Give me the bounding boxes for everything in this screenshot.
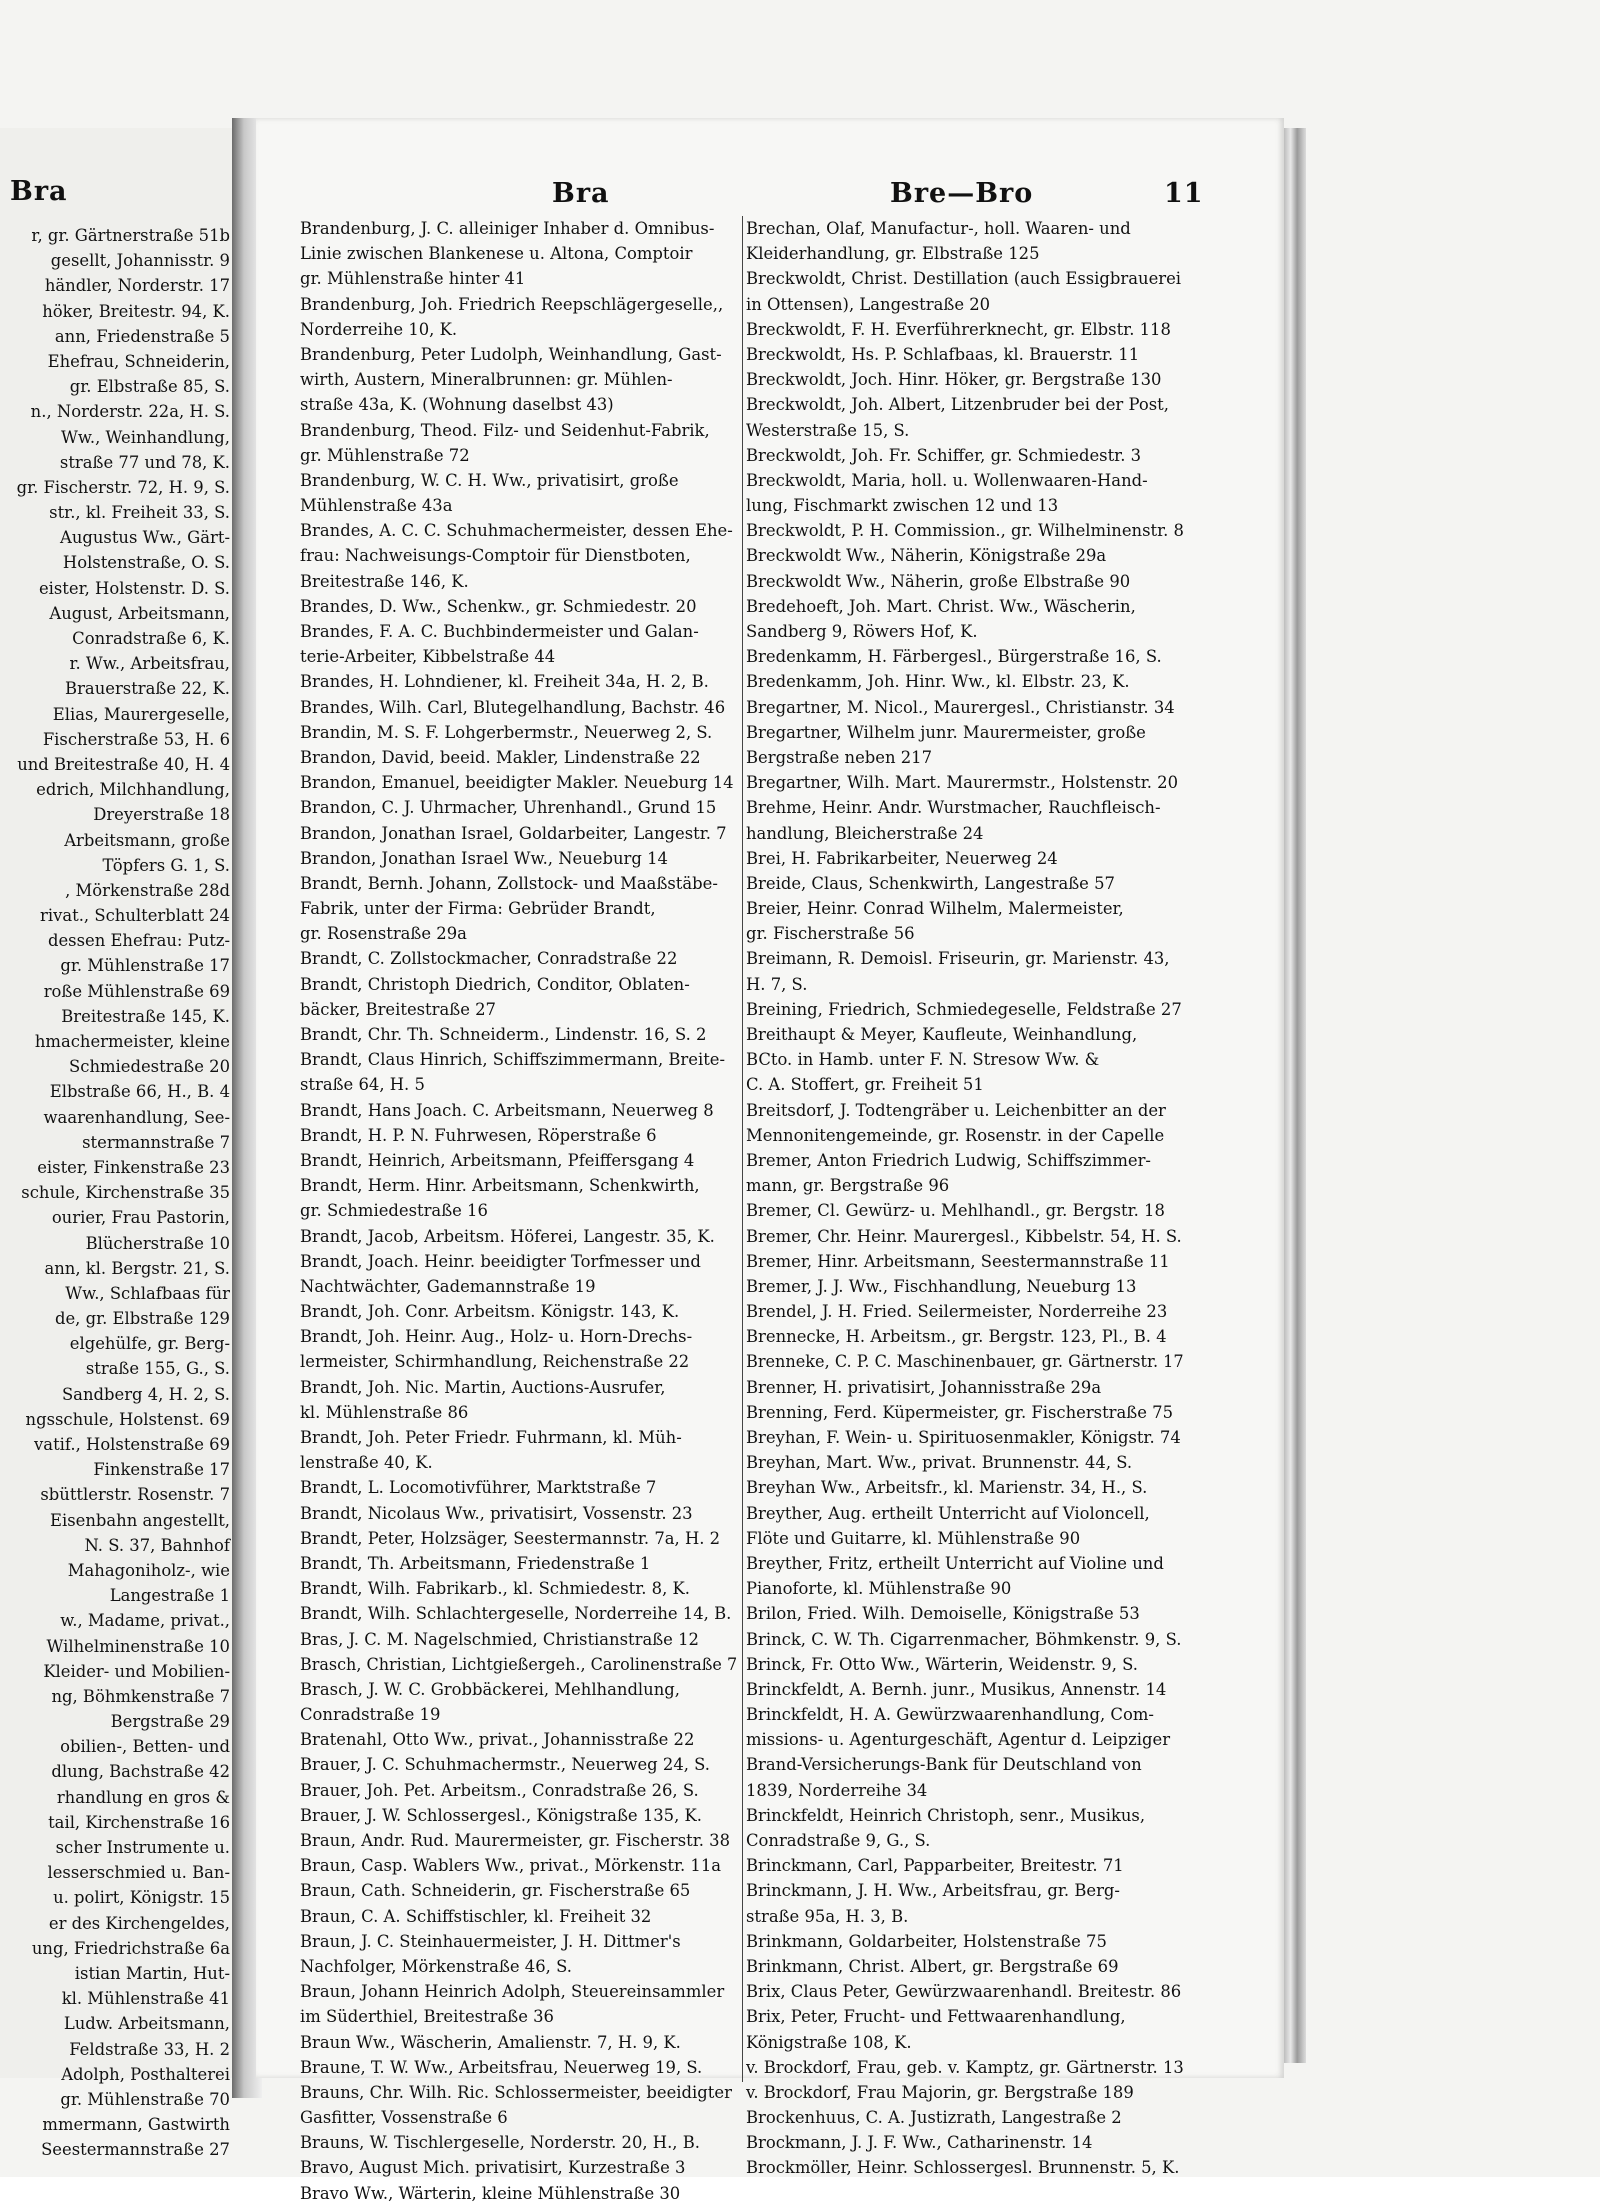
directory-entry: Brinckmann, Carl, Papparbeiter, Breitestr. 71 xyxy=(746,1856,1124,1876)
directory-entry: Brandt, Herm. Hinr. Arbeitsmann, Schenkwirth, xyxy=(300,1176,700,1196)
directory-entry: Bregartner, Wilhelm junr. Maurermeister, große xyxy=(746,722,1146,742)
left-page-entry: Ww., Schlafbaas für xyxy=(65,1283,230,1303)
directory-entry: Brennecke, H. Arbeitsm., gr. Bergstr. 123, Pl., B. 4 xyxy=(746,1327,1167,1347)
left-page-entry: Elias, Maurergeselle, xyxy=(52,704,230,724)
left-page-entry: eister, Holstenstr. D. S. xyxy=(38,578,230,598)
directory-entry: Bremer, Anton Friedrich Ludwig, Schiffszimmer- xyxy=(746,1150,1151,1170)
column-divider xyxy=(742,216,743,2082)
directory-entry: Westerstraße 15, S. xyxy=(746,420,910,440)
directory-entry: Brei, H. Fabrikarbeiter, Neuerweg 24 xyxy=(746,848,1058,868)
directory-entry: Brandt, Nicolaus Ww., privatisirt, Vossenstr. 23 xyxy=(300,1503,693,1523)
directory-entry: Brandon, David, beeid. Makler, Lindenstraße 22 xyxy=(300,747,701,767)
left-page-entry: r. Ww., Arbeitsfrau, xyxy=(69,654,230,674)
left-page-entry: Wilhelminenstraße 10 xyxy=(46,1636,230,1656)
left-page-entry: Töpfers G. 1, S. xyxy=(102,855,230,875)
directory-entry: Brandt, Joh. Peter Friedr. Fuhrmann, kl. Müh- xyxy=(300,1428,682,1447)
left-page-entry: Adolph, Posthalterei xyxy=(61,2064,230,2084)
directory-entry: Brockmöller, Heinr. Schlossergesl. Brunnenstr. 5, K. xyxy=(746,2158,1180,2178)
directory-entry: 1839, Norderreihe 34 xyxy=(746,1780,928,1800)
page-number: 11 xyxy=(1164,178,1204,209)
left-page-entry: Sandberg 4, H. 2, S. xyxy=(61,1384,230,1404)
left-page-header: Bra xyxy=(10,176,68,207)
directory-entry: Brinckfeldt, A. Bernh. junr., Musikus, Annenstr. 14 xyxy=(746,1679,1167,1699)
directory-entry: Königstraße 108, K. xyxy=(746,2032,912,2052)
entries-column-right xyxy=(746,216,1184,2181)
left-page-entry: Schmiedestraße 20 xyxy=(69,1057,230,1077)
directory-entry: Breyhan, Mart. Ww., privat. Brunnenstr. 44, S. xyxy=(746,1453,1133,1473)
left-page-entry: ann, Friedenstraße 5 xyxy=(54,326,230,346)
directory-entry: Brandes, F. A. C. Buchbindermeister und Galan- xyxy=(300,622,699,641)
directory-entry: Brandt, Bernh. Johann, Zollstock- und Maaßstäbe- xyxy=(300,873,718,893)
directory-entry: Brauer, J. W. Schlossergesl., Königstraße 135, K. xyxy=(300,1805,702,1825)
directory-entry: handlung, Bleicherstraße 24 xyxy=(746,823,984,843)
left-page xyxy=(0,128,236,2160)
directory-entry: Brandt, Christoph Diedrich, Conditor, Oblaten- xyxy=(300,974,690,994)
left-page-entry: lesserschmied u. Ban- xyxy=(47,1863,230,1883)
directory-entry: Braun Ww., Wäscherin, Amalienstr. 7, H. 9, K. xyxy=(300,2032,681,2052)
left-page-entry: August, Arbeitsmann, xyxy=(49,603,230,623)
left-page-entry: Holstenstraße, O. S. xyxy=(62,553,230,573)
directory-entry: Brandon, Jonathan Israel Ww., Neueburg 14 xyxy=(300,848,668,868)
directory-entry: Brauer, Joh. Pet. Arbeitsm., Conradstraße 26, S. xyxy=(300,1780,699,1800)
directory-entry: Brandes, Wilh. Carl, Blutegelhandlung, Bachstr. 46 xyxy=(300,697,726,717)
directory-entry: Brenner, H. privatisirt, Johannisstraße 29a xyxy=(746,1377,1102,1397)
directory-entry: Linie zwischen Blankenese u. Altona, Comptoir xyxy=(300,244,693,264)
left-page-entry: eister, Finkenstraße 23 xyxy=(37,1157,230,1177)
directory-entry: Brandt, Chr. Th. Schneiderm., Lindenstr. 16, S. 2 xyxy=(300,1025,707,1044)
left-page-entry: sbüttlerstr. Rosenstr. 7 xyxy=(40,1485,230,1505)
directory-entry: Brandes, A. C. C. Schuhmachermeister, dessen Ehe- xyxy=(300,521,733,541)
left-page-entry: obilien-, Betten- und xyxy=(60,1737,230,1757)
directory-entry: Bratenahl, Otto Ww., privat., Johannisstraße 22 xyxy=(300,1730,695,1750)
left-page-entry: gr. Fischerstr. 72, H. 9, S. xyxy=(16,477,230,497)
directory-entry: frau: Nachweisungs-Comptoir für Dienstboten, xyxy=(300,546,691,566)
left-page-entry: hmachermeister, kleine xyxy=(34,1032,230,1051)
left-page-entry: mmermann, Gastwirth xyxy=(42,2115,230,2135)
directory-entry: Bremer, J. J. Ww., Fischhandlung, Neueburg 13 xyxy=(746,1276,1137,1296)
directory-entry: Brandt, Wilh. Fabrikarb., kl. Schmiedestr. 8, K. xyxy=(300,1579,690,1599)
directory-entry: Breide, Claus, Schenkwirth, Langestraße 57 xyxy=(746,873,1115,893)
entries-column-left xyxy=(300,216,737,2206)
directory-entry: Brinckfeldt, Heinrich Christoph, senr., Musikus, xyxy=(746,1805,1146,1825)
directory-entry: gr. Schmiedestraße 16 xyxy=(300,1201,488,1221)
directory-entry: Brandt, Th. Arbeitsmann, Friedenstraße 1 xyxy=(300,1553,651,1573)
header-left-word: Bra xyxy=(552,178,610,209)
directory-entry: in Ottensen), Langestraße 20 xyxy=(746,294,991,314)
left-page-entry: Augustus Ww., Gärt- xyxy=(59,528,230,548)
directory-entry: Braun, Andr. Rud. Maurermeister, gr. Fischerstr. 38 xyxy=(300,1831,731,1850)
directory-entry: Brandt, Peter, Holzsäger, Seestermannstr. 7a, H. 2 xyxy=(300,1528,721,1548)
directory-entry: Brandt, C. Zollstockmacher, Conradstraße 22 xyxy=(300,949,678,969)
left-page-entry: tail, Kirchenstraße 16 xyxy=(48,1812,230,1832)
directory-entry: Brasch, J. W. C. Grobbäckerei, Mehlhandlung, xyxy=(300,1679,680,1699)
left-page-entry: ann, kl. Bergstr. 21, S. xyxy=(44,1258,230,1278)
directory-entry: Breier, Heinr. Conrad Wilhelm, Malermeister, xyxy=(746,899,1124,919)
directory-entry: Breckwoldt, Christ. Destillation (auch Essigbrauerei xyxy=(746,269,1182,289)
directory-entry: Breckwoldt, Joh. Albert, Litzenbruder bei der Post, xyxy=(746,395,1169,415)
left-page-entry: elgehülfe, gr. Berg- xyxy=(69,1334,230,1354)
directory-entry: Brandt, Wilh. Schlachtergeselle, Norderreihe 14, B. xyxy=(300,1604,732,1624)
directory-entry: Breckwoldt, Maria, holl. u. Wollenwaaren-Hand- xyxy=(746,470,1148,490)
directory-entry: Brandon, C. J. Uhrmacher, Uhrenhandl., Grund 15 xyxy=(300,798,717,818)
directory-entry: Pianoforte, kl. Mühlenstraße 90 xyxy=(746,1579,1012,1599)
directory-entry: Bredenkamm, H. Färbergesl., Bürgerstraße 16, S. xyxy=(746,647,1162,667)
directory-entry: Breyhan, F. Wein- u. Spirituosenmakler, Königstr. 74 xyxy=(746,1428,1181,1447)
directory-entry: Flöte und Guitarre, kl. Mühlenstraße 90 xyxy=(746,1528,1081,1548)
left-page-entry: n., Norderstr. 22a, H. S. xyxy=(30,402,230,422)
left-page-entry: kl. Mühlenstraße 41 xyxy=(61,1989,230,2009)
directory-entry: Kleiderhandlung, gr. Elbstraße 125 xyxy=(746,244,1040,264)
directory-entry: Brandes, H. Lohndiener, kl. Freiheit 34a, H. 2, B. xyxy=(300,672,709,692)
left-page-entry: Breitestraße 145, K. xyxy=(61,1006,230,1026)
directory-entry: wirth, Austern, Mineralbrunnen: gr. Mühlen- xyxy=(300,370,673,390)
left-page-entry: w., Madame, privat., xyxy=(60,1611,230,1631)
directory-entry: Brandt, L. Locomotivführer, Marktstraße 7 xyxy=(300,1478,657,1498)
left-page-entry: Seestermannstraße 27 xyxy=(41,2140,230,2160)
directory-entry: Brandt, Hans Joach. C. Arbeitsmann, Neuerweg 8 xyxy=(300,1100,714,1120)
directory-entry: Breithaupt & Meyer, Kaufleute, Weinhandlung, xyxy=(746,1025,1138,1044)
left-page-entry: schule, Kirchenstraße 35 xyxy=(21,1183,230,1203)
directory-entry: Braun, Casp. Wablers Ww., privat., Mörkenstr. 11a xyxy=(300,1856,722,1876)
left-page-entry: Conradstraße 6, K. xyxy=(72,629,230,648)
left-page-entry: , Mörkenstraße 28d xyxy=(65,880,230,900)
directory-entry: Gasfitter, Vossenstraße 6 xyxy=(300,2108,508,2128)
left-page-entry: gr. Mühlenstraße 17 xyxy=(60,956,230,976)
directory-entry: Bredenkamm, Joh. Hinr. Ww., kl. Elbstr. 23, K. xyxy=(746,672,1130,692)
directory-entry: Breckwoldt Ww., Näherin, Königstraße 29a xyxy=(746,546,1107,566)
directory-entry: Brix, Claus Peter, Gewürzwaarenhandl. Breitestr. 86 xyxy=(746,1982,1182,2002)
directory-entry: Breyther, Fritz, ertheilt Unterricht auf Violine und xyxy=(746,1553,1164,1573)
directory-entry: Bremer, Chr. Heinr. Maurergesl., Kibbelstr. 54, H. S. xyxy=(746,1226,1182,1246)
left-page-column xyxy=(0,223,230,2162)
directory-entry: Bremer, Hinr. Arbeitsmann, Seestermannstraße 11 xyxy=(746,1251,1170,1271)
directory-entry: Breyther, Aug. ertheilt Unterricht auf Violoncell, xyxy=(746,1503,1150,1523)
directory-entry: Brandt, H. P. N. Fuhrwesen, Röperstraße 6 xyxy=(300,1125,657,1145)
directory-entry: Braun, Cath. Schneiderin, gr. Fischerstraße 65 xyxy=(300,1881,691,1901)
directory-entry: Mennonitengemeinde, gr. Rosenstr. in der Capelle xyxy=(746,1125,1165,1145)
directory-entry: Brandt, Joh. Nic. Martin, Auctions-Ausrufer, xyxy=(300,1377,666,1397)
directory-entry: C. A. Stoffert, gr. Freiheit 51 xyxy=(746,1075,984,1095)
directory-entry: H. 7, S. xyxy=(746,974,808,994)
directory-entry: Brandes, D. Ww., Schenkw., gr. Schmiedestr. 20 xyxy=(300,596,697,616)
left-page-entry: gr. Elbstraße 85, S. xyxy=(69,377,230,397)
directory-entry: Brandon, Emanuel, beeidigter Makler. Neueburg 14 xyxy=(300,773,734,793)
directory-entry: Brechan, Olaf, Manufactur-, holl. Waaren- und xyxy=(746,219,1131,238)
directory-entry: Brandenburg, Theod. Filz- und Seidenhut-Fabrik, xyxy=(300,420,710,440)
left-page-entry: u. polirt, Königstr. 15 xyxy=(53,1888,230,1908)
directory-entry: mann, gr. Bergstraße 96 xyxy=(746,1176,950,1196)
directory-entry: Brandenburg, Peter Ludolph, Weinhandlung, Gast- xyxy=(300,344,722,364)
directory-entry: lenstraße 40, K. xyxy=(300,1453,433,1473)
directory-entry: Brilon, Fried. Wilh. Demoiselle, Königstraße 53 xyxy=(746,1604,1140,1624)
left-page-entry: Ludw. Arbeitsmann, xyxy=(63,2014,230,2034)
directory-entry: v. Brockdorf, Frau Majorin, gr. Bergstraße 189 xyxy=(746,2082,1134,2102)
directory-entry: Brauns, Chr. Wilh. Ric. Schlossermeister, beeidigter xyxy=(300,2082,732,2102)
directory-entry: Nachfolger, Mörkenstraße 46, S. xyxy=(300,1956,572,1976)
directory-entry: Breckwoldt, F. H. Everführerknecht, gr. Elbstr. 118 xyxy=(746,319,1171,339)
left-page-entry: scher Instrumente u. xyxy=(55,1838,230,1857)
left-page-entry: Dreyerstraße 18 xyxy=(93,805,230,825)
directory-entry: lermeister, Schirmhandlung, Reichenstraße 22 xyxy=(300,1352,690,1372)
directory-entry: Bergstraße neben 217 xyxy=(746,747,933,767)
directory-entry: Brandt, Joh. Conr. Arbeitsm. Königstr. 143, K. xyxy=(300,1302,680,1322)
left-page-entry: dessen Ehefrau: Putz- xyxy=(47,931,230,951)
left-page-entry: Ww., Weinhandlung, xyxy=(60,427,230,447)
directory-entry: gr. Mühlenstraße hinter 41 xyxy=(300,269,526,289)
directory-entry: Bregartner, Wilh. Mart. Maurermstr., Holstenstr. 20 xyxy=(746,773,1179,793)
directory-entry: Conradstraße 9, G., S. xyxy=(746,1831,931,1850)
right-page xyxy=(256,118,1284,2203)
directory-entry: Mühlenstraße 43a xyxy=(300,496,453,516)
left-page-entry: Blücherstraße 10 xyxy=(85,1233,230,1253)
directory-entry: Brendel, J. H. Fried. Seilermeister, Norderreihe 23 xyxy=(746,1302,1168,1322)
directory-entry: kl. Mühlenstraße 86 xyxy=(300,1402,469,1422)
left-page-entry: roße Mühlenstraße 69 xyxy=(43,981,230,1001)
left-page-entry: istian Martin, Hut- xyxy=(74,1963,230,1983)
left-page-entry: Langestraße 1 xyxy=(109,1586,230,1606)
left-page-entry: ng, Böhmkenstraße 7 xyxy=(51,1686,230,1706)
directory-entry: Bravo Ww., Wärterin, kleine Mühlenstraße 30 xyxy=(300,2183,681,2203)
left-page-entry: ngsschule, Holstenst. 69 xyxy=(25,1409,230,1429)
left-page-entry: er des Kirchengeldes, xyxy=(48,1913,230,1933)
directory-entry: bäcker, Breitestraße 27 xyxy=(300,999,496,1019)
directory-entry: Fabrik, unter der Firma: Gebrüder Brandt, xyxy=(300,899,656,919)
left-page-entry: Arbeitsmann, große xyxy=(64,830,230,850)
left-page-entry: Ehefrau, Schneiderin, xyxy=(47,351,230,371)
left-page-entry: ung, Friedrichstraße 6a xyxy=(31,1938,230,1958)
directory-entry: gr. Mühlenstraße 72 xyxy=(300,445,470,465)
directory-entry: Brandt, Heinrich, Arbeitsmann, Pfeiffersgang 4 xyxy=(300,1150,695,1170)
left-page-entry: N. S. 37, Bahnhof xyxy=(84,1535,230,1555)
directory-entry: Brandin, M. S. F. Lohgerbermstr., Neuerweg 2, S. xyxy=(300,722,713,742)
left-page-entry: und Breitestraße 40, H. 4 xyxy=(17,754,230,774)
directory-entry: straße 95a, H. 3, B. xyxy=(746,1906,909,1926)
left-page-entry: Bergstraße 29 xyxy=(110,1712,230,1732)
directory-entry: Sandberg 9, Röwers Hof, K. xyxy=(746,622,978,641)
directory-entry: Breckwoldt, Joh. Fr. Schiffer, gr. Schmiedestr. 3 xyxy=(746,445,1142,465)
directory-entry: Brandenburg, W. C. H. Ww., privatisirt, große xyxy=(300,470,679,490)
left-page-entry: Mahagoniholz-, wie xyxy=(67,1560,230,1580)
directory-entry: Brinkmann, Christ. Albert, gr. Bergstraße 69 xyxy=(746,1956,1119,1976)
directory-entry: Brandt, Joach. Heinr. beeidigter Torfmesser und xyxy=(300,1251,701,1271)
directory-entry: Bredehoeft, Joh. Mart. Christ. Ww., Wäscherin, xyxy=(746,596,1136,616)
left-page-entry: gr. Mühlenstraße 70 xyxy=(60,2089,230,2109)
left-page-entry: r, gr. Gärtnerstraße 51b xyxy=(31,226,230,245)
left-page-entry: Eisenbahn angestellt, xyxy=(50,1510,230,1530)
directory-entry: Brinck, C. W. Th. Cigarrenmacher, Böhmkenstr. 9, S. xyxy=(746,1629,1182,1649)
page-edge xyxy=(1284,128,1306,2063)
directory-entry: Norderreihe 10, K. xyxy=(300,319,458,339)
directory-entry: im Süderthiel, Breitestraße 36 xyxy=(300,2007,554,2027)
directory-entry: straße 64, H. 5 xyxy=(300,1075,425,1095)
directory-entry: Nachtwächter, Gademannstraße 19 xyxy=(300,1276,596,1296)
left-page-entry: Feldstraße 33, H. 2 xyxy=(69,2039,230,2059)
left-page-entry: dlung, Bachstraße 42 xyxy=(51,1762,230,1782)
left-page-entry: vatif., Holstenstraße 69 xyxy=(34,1435,230,1454)
left-page-entry: straße 155, G., S. xyxy=(85,1359,230,1379)
directory-entry: Breckwoldt, Hs. P. Schlafbaas, kl. Brauerstr. 11 xyxy=(746,344,1140,364)
left-page-entry: stermannstraße 7 xyxy=(82,1132,230,1152)
directory-entry: Brinckfeldt, H. A. Gewürzwaarenhandlung, Com- xyxy=(746,1705,1154,1725)
directory-entry: Brandt, Joh. Heinr. Aug., Holz- u. Horn-Drechs- xyxy=(300,1327,693,1347)
left-page-entry: händler, Norderstr. 17 xyxy=(44,276,230,296)
directory-entry: Brehme, Heinr. Andr. Wurstmacher, Rauchfleisch- xyxy=(746,798,1161,818)
directory-entry: Brasch, Christian, Lichtgießergeh., Carolinenstraße 7 xyxy=(300,1654,738,1674)
left-page-entry: straße 77 und 78, K. xyxy=(59,452,230,472)
directory-entry: BCto. in Hamb. unter F. N. Stresow Ww. & xyxy=(746,1050,1100,1070)
directory-entry: gr. Rosenstraße 29a xyxy=(300,924,467,944)
directory-entry: Brenning, Ferd. Küpermeister, gr. Fischerstraße 75 xyxy=(746,1402,1173,1422)
left-page-entry: gesellt, Johannisstr. 9 xyxy=(50,251,230,271)
left-page-entry: Brauerstraße 22, K. xyxy=(65,679,230,699)
directory-entry: Brandenburg, J. C. alleiniger Inhaber d. Omnibus- xyxy=(300,219,715,238)
directory-entry: v. Brockdorf, Frau, geb. v. Kamptz, gr. Gärtnerstr. 13 xyxy=(746,2057,1184,2077)
directory-entry: Brix, Peter, Frucht- und Fettwaarenhandlung, xyxy=(746,2007,1126,2027)
directory-entry: terie-Arbeiter, Kibbelstraße 44 xyxy=(300,647,556,667)
directory-entry: Brenneke, C. P. C. Maschinenbauer, gr. Gärtnerstr. 17 xyxy=(746,1352,1184,1372)
directory-entry: Bras, J. C. M. Nagelschmied, Christianstraße 12 xyxy=(300,1629,699,1649)
header-right-word: Bre—Bro xyxy=(890,178,1034,209)
directory-entry: Brand-Versicherungs-Bank für Deutschland von xyxy=(746,1755,1142,1775)
directory-entry: Brauns, W. Tischlergeselle, Norderstr. 20, H., B. xyxy=(300,2133,700,2153)
directory-entry: Brinckmann, J. H. Ww., Arbeitsfrau, gr. Berg- xyxy=(746,1881,1120,1901)
directory-entry: Breckwoldt, Joch. Hinr. Höker, gr. Bergstraße 130 xyxy=(746,370,1162,390)
left-page-entry: Fischerstraße 53, H. 6 xyxy=(42,729,230,749)
directory-entry: gr. Fischerstraße 56 xyxy=(746,924,915,944)
directory-entry: Brockmann, J. J. F. Ww., Catharinenstr. 14 xyxy=(746,2133,1093,2153)
directory-entry: Breyhan Ww., Arbeitsfr., kl. Marienstr. 34, H., S. xyxy=(746,1478,1148,1498)
directory-entry: Brinck, Fr. Otto Ww., Wärterin, Weidenstr. 9, S. xyxy=(746,1654,1139,1674)
directory-entry: Brandenburg, Joh. Friedrich Reepschlägergeselle,, xyxy=(300,294,724,314)
directory-entry: Breimann, R. Demoisl. Friseurin, gr. Marienstr. 43, xyxy=(746,949,1170,969)
left-page-entry: de, gr. Elbstraße 129 xyxy=(54,1309,230,1329)
left-page-entry: höker, Breitestr. 94, K. xyxy=(42,301,230,321)
left-page-entry: waarenhandlung, See- xyxy=(43,1107,230,1127)
left-page-entry: Finkenstraße 17 xyxy=(93,1460,230,1480)
directory-entry: Brandt, Claus Hinrich, Schiffszimmermann, Breite- xyxy=(300,1050,726,1070)
left-page-entry: str., kl. Freiheit 33, S. xyxy=(49,503,230,523)
directory-entry: Brauer, J. C. Schuhmachermstr., Neuerweg 24, S. xyxy=(300,1755,711,1775)
directory-entry: Bremer, Cl. Gewürz- u. Mehlhandl., gr. Bergstr. 18 xyxy=(746,1201,1165,1221)
directory-entry: Brinkmann, Goldarbeiter, Holstenstraße 75 xyxy=(746,1931,1107,1951)
directory-entry: Breitestraße 146, K. xyxy=(300,571,469,591)
directory-entry: lung, Fischmarkt zwischen 12 und 13 xyxy=(746,496,1059,516)
left-page-entry: ourier, Frau Pastorin, xyxy=(51,1208,230,1228)
directory-entry: Braun, J. C. Steinhauermeister, J. H. Dittmer's xyxy=(300,1931,681,1951)
directory-entry: Brandt, Jacob, Arbeitsm. Höferei, Langestr. 35, K. xyxy=(300,1226,715,1246)
directory-entry: Brockenhuus, C. A. Justizrath, Langestraße 2 xyxy=(746,2108,1122,2128)
directory-entry: Braun, Johann Heinrich Adolph, Steuereinsammler xyxy=(300,1982,725,2002)
left-page-entry: rhandlung en gros & xyxy=(56,1787,230,1807)
directory-entry: missions- u. Agenturgeschäft, Agentur d. Leipziger xyxy=(746,1730,1171,1750)
directory-entry: Breckwoldt Ww., Näherin, große Elbstraße 90 xyxy=(746,571,1131,591)
directory-entry: Breckwoldt, P. H. Commission., gr. Wilhelminenstr. 8 xyxy=(746,521,1184,541)
directory-entry: Bravo, August Mich. privatisirt, Kurzestraße 3 xyxy=(300,2158,686,2178)
directory-entry: Braune, T. W. Ww., Arbeitsfrau, Neuerweg 19, S. xyxy=(300,2057,703,2077)
directory-entry: straße 43a, K. (Wohnung daselbst 43) xyxy=(300,395,614,415)
directory-entry: Braun, C. A. Schiffstischler, kl. Freiheit 32 xyxy=(300,1906,652,1926)
left-page-entry: edrich, Milchhandlung, xyxy=(36,780,230,800)
directory-entry: Breining, Friedrich, Schmiedegeselle, Feldstraße 27 xyxy=(746,999,1182,1019)
left-page-entry: Elbstraße 66, H., B. 4 xyxy=(49,1082,230,1102)
directory-entry: Bregartner, M. Nicol., Maurergesl., Christianstr. 34 xyxy=(746,697,1175,717)
left-page-entry: rivat., Schulterblatt 24 xyxy=(40,906,230,926)
left-page-entry: Kleider- und Mobilien- xyxy=(43,1661,230,1681)
directory-entry: Breitsdorf, J. Todtengräber u. Leichenbitter an der xyxy=(746,1100,1166,1120)
directory-entry: Brandon, Jonathan Israel, Goldarbeiter, Langestr. 7 xyxy=(300,823,727,843)
directory-entry: Conradstraße 19 xyxy=(300,1705,441,1725)
